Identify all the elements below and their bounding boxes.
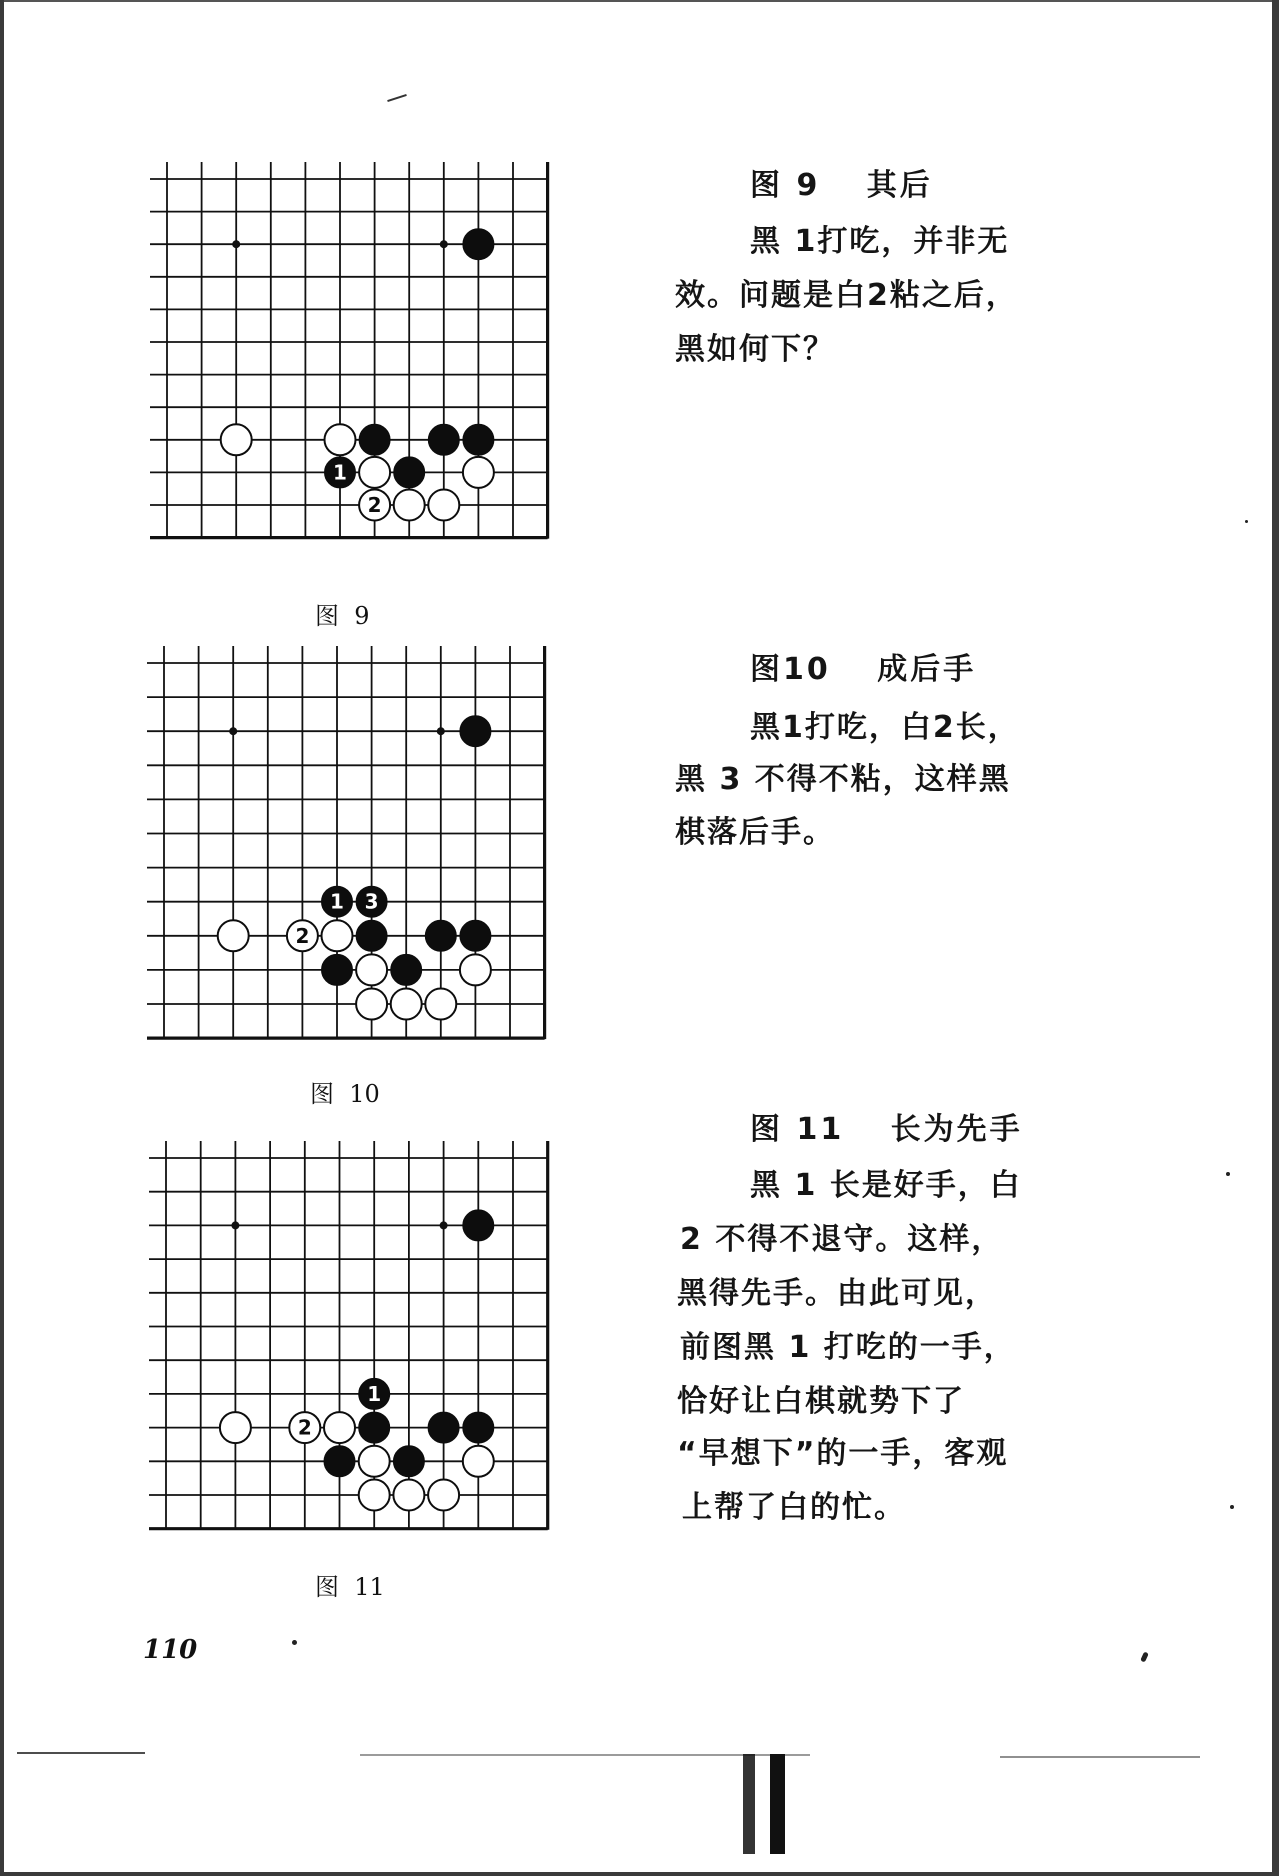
figure-10-heading: 图10 成后手 <box>750 652 977 687</box>
scan-speck <box>292 1640 297 1645</box>
white-stone <box>324 1412 355 1443</box>
stone-move-number: 1 <box>367 1381 382 1406</box>
scan-artifact-line <box>17 1752 145 1754</box>
black-stone <box>324 1446 355 1477</box>
black-stone <box>359 1412 390 1443</box>
black-stone-move-1 <box>359 1378 390 1409</box>
figure-10-line-3: 棋落后手。 <box>675 815 835 850</box>
figure-11-caption: 图 11 <box>315 1573 385 1601</box>
black-stone <box>393 1446 424 1477</box>
figure-11-line-2: 2 不得不退守。这样， <box>680 1222 1004 1257</box>
figure-11-line-7: 上帮了白的忙。 <box>682 1490 906 1525</box>
scan-speck <box>1226 1172 1230 1176</box>
stone-move-number: 2 <box>297 1415 312 1440</box>
scan-speck <box>1230 1505 1234 1509</box>
stone-move-number: 1 <box>333 460 347 485</box>
white-stone-move-2 <box>289 1412 320 1443</box>
figure-9-line-2: 效。问题是白2粘之后， <box>675 278 1018 313</box>
white-stone <box>428 1480 459 1511</box>
black-stone <box>428 1412 459 1443</box>
figure-9-line-1: 黑 1打吃，并非无 <box>750 224 1010 259</box>
black-stone <box>463 1412 494 1443</box>
figure-9-line-3: 黑如何下？ <box>675 332 835 367</box>
white-stone <box>359 1480 390 1511</box>
white-stone <box>463 1446 494 1477</box>
figure-11-line-5: 恰好让白棋就势下了 <box>677 1384 965 1419</box>
figure-10-caption: 图 10 <box>310 1080 380 1108</box>
white-stone <box>359 1446 390 1477</box>
page-number: 110 <box>143 1635 198 1665</box>
black-stone <box>463 1210 494 1241</box>
figure-11-line-1: 黑 1 长是好手，白 <box>750 1168 1022 1203</box>
stone-move-number: 1 <box>330 889 344 914</box>
figure-10-line-2: 黑 3 不得不粘，这样黑 <box>675 762 1011 797</box>
star-point-icon <box>440 1221 448 1229</box>
scan-speck <box>1245 520 1248 523</box>
stone-move-number: 3 <box>364 889 379 914</box>
stone-move-number: 2 <box>295 923 310 948</box>
scan-artifact-line <box>1000 1756 1200 1758</box>
scan-artifact-bar <box>770 1754 785 1854</box>
star-point-icon <box>231 1221 239 1229</box>
figure-10-line-1: 黑1打吃，白2长， <box>750 710 1020 745</box>
figure-11-line-4: 前图黑 1 打吃的一手， <box>680 1330 1016 1365</box>
figure-11-line-6: “早想下”的一手，客观 <box>677 1436 1009 1471</box>
figure-9-heading: 图 9 其后 <box>750 168 933 203</box>
stone-move-number: 2 <box>367 493 382 517</box>
white-stone <box>220 1412 251 1443</box>
figure-11-heading: 图 11 长为先手 <box>750 1112 1023 1147</box>
figure-9-caption: 图 9 <box>315 602 370 630</box>
white-stone <box>393 1480 424 1511</box>
figure-11-line-3: 黑得先手。由此可见， <box>677 1276 997 1311</box>
scan-artifact-bar <box>743 1754 755 1854</box>
